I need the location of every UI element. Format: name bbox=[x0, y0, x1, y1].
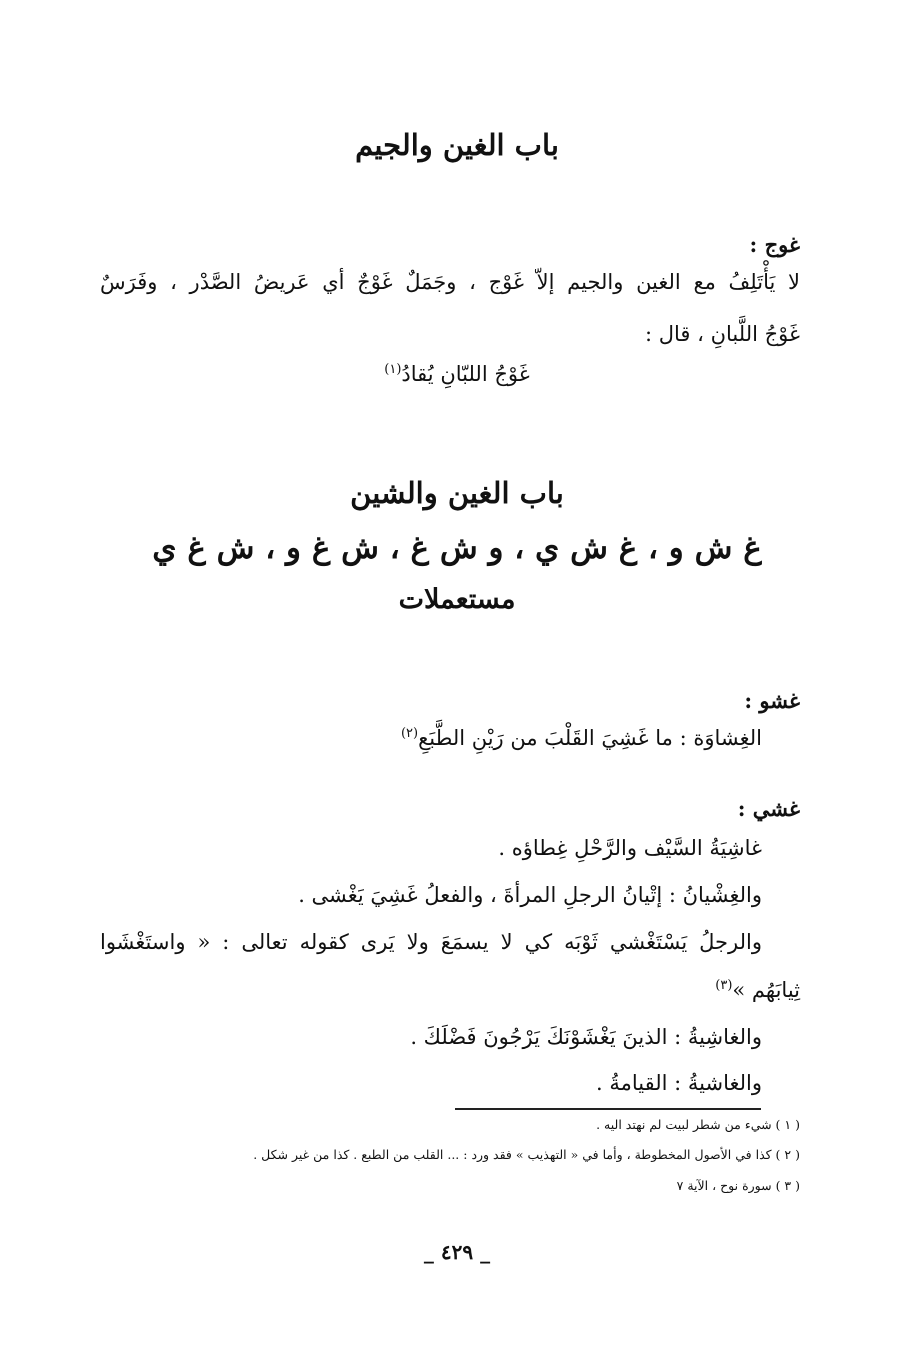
entry-ghashy-line-1: غاشِيَةُ السَّيْف والرَّحْلِ غِطاؤه . bbox=[498, 836, 762, 860]
footnote-1: ( ١ ) شيء من شطر لبيت لم نهتد اليه . bbox=[596, 1117, 800, 1132]
root-letters: غ ش و ، غ ش ي ، و ش غ ، ش غ و ، ش غ ي bbox=[152, 530, 762, 566]
subtitle-mustamalat: مستعملات bbox=[398, 584, 516, 615]
footnote-ref-2: (٢) bbox=[400, 726, 419, 741]
entry-ghashy-line-4 bbox=[715, 978, 800, 1002]
footnote-separator bbox=[455, 1108, 761, 1110]
entry-ghashy-line-3: والرجلُ يَسْتَغْشي ثَوْبَه كي لا يسمَعَ ولا يَرى كقوله تعالى : « واستَغْشَوا bbox=[100, 930, 762, 954]
entry-ghawj-line-1: لا يَأْتَلِفُ مع الغين والجيم إلاّ غَوْج ، وجَمَلٌ غَوْجٌ أي عَريضُ الصَّدْر ، وفَرَسٌ bbox=[100, 270, 800, 294]
chapter-title-ghayn-shin: باب الغين والشين bbox=[350, 476, 564, 510]
page-number: _ ٤٢٩ _ bbox=[423, 1240, 491, 1264]
entry-head-ghashw: غشو : bbox=[744, 688, 800, 713]
entry-ghashy-line-4-text: ثِيابَهُم » bbox=[732, 978, 800, 1002]
footnote-ref-1: (١) bbox=[384, 362, 402, 377]
verse-text: غَوْجُ اللبّانِ يُقادُ bbox=[401, 362, 530, 386]
entry-ghashy-line-6: والغاشيةُ : القيامةُ . bbox=[596, 1071, 762, 1095]
entry-ghashw-text: الغِشاوَة : ما غَشِيَ القَلْبَ من رَيْنِ الطَّبَعِ bbox=[418, 726, 762, 750]
entry-ghawj-line-2: غَوْجُ اللَّبانِ ، قال : bbox=[645, 322, 800, 346]
verse-line bbox=[0, 362, 914, 386]
entry-head-ghawj: غوج : bbox=[749, 232, 800, 257]
footnote-2: ( ٢ ) كذا في الأصول المخطوطة ، وأما في « التهذيب » فقد ورد : ... القلب من الطبع . كذا من غير شكل . bbox=[253, 1147, 800, 1162]
footnote-ref-3: (٣) bbox=[715, 978, 733, 993]
entry-ghashy-line-2: والغِشْيانُ : إتْيانُ الرجلِ المرأةَ ، والفعلُ غَشِيَ يَغْشى . bbox=[298, 883, 762, 907]
entry-head-ghashy: غشي : bbox=[737, 796, 800, 821]
chapter-title-ghayn-jim: باب الغين والجيم bbox=[355, 128, 559, 162]
footnote-3: ( ٣ ) سورة نوح ، الآية ٧ bbox=[676, 1178, 800, 1193]
entry-ghashy-line-5: والغاشِيةُ : الذينَ يَغْشَوْنَكَ يَرْجُونَ فَضْلَكَ . bbox=[410, 1025, 762, 1049]
entry-ghashw-line-1 bbox=[401, 726, 762, 750]
